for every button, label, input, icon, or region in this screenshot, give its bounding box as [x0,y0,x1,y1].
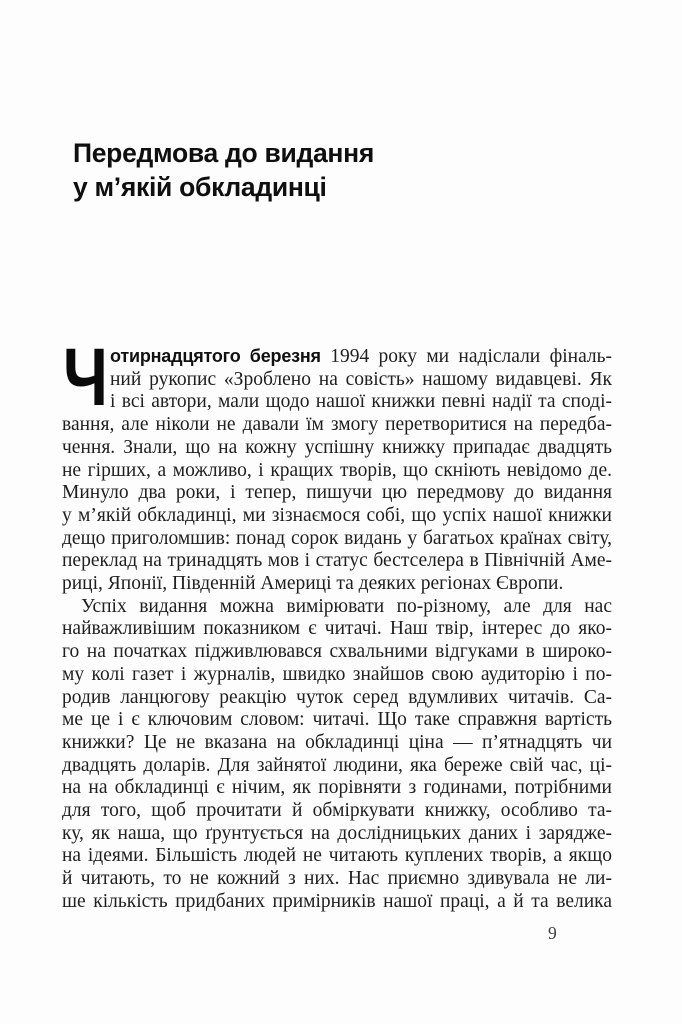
chapter-title [73,136,612,204]
text-block [62,0,612,914]
text-line: риці, Японії, Південній Америці та деяких регіонах Європи. [62,573,564,595]
text-line: книжки? Це не вказана на обкладинці ціна — п’ятнадцять чи [62,731,612,753]
text-line: переклад на тринадцять мов і статус бестселера в Північній Аме- [62,550,612,572]
text-line: ме це і є ключовим словом: читачі. Що таке справжня вартість [62,709,612,731]
text-line: у м’якій обкладинці, ми зізнаємося собі, що успіх нашої книжки [62,504,612,526]
text-line: родив ланцюгову реакцію чуток серед вдумливих читачів. Са- [62,686,612,708]
text-line: вання, але ніколи не давали їм змогу перетворитися на передба- [62,414,612,436]
text-line-rest: 1994 року ми надіслали фіналь- [330,346,613,367]
text-line: чення. Знали, що на кожну успішну книжку припадає двадцять [62,436,612,458]
text-line: двадцять доларів. Для зайнятої людини, яка береже свій час, ці- [62,754,612,776]
lead-in-phrase: отирнадцятого березня [110,346,321,366]
text-line: Успіх видання можна вимірювати по-різному, але для нас [81,595,612,617]
text-line: ку, як наша, що ґрунтується на дослідницьких даних і зарядже- [62,822,612,844]
text-line: і всі автори, мали щодо нашої книжки певні надії та споді- [110,391,612,413]
text-line: найважливішим показником є читачі. Наш твір, інтерес до яко- [62,618,612,640]
text-line: му колі газет і журналів, швидко знайшов свою аудиторію і по- [62,663,612,685]
text-line: не гірших, а можливо, і кращих творів, що скніють невідомо де. [62,459,612,481]
chapter-title-line: у м’якій обкладинці [73,172,327,202]
chapter-title-line: Передмова до видання [73,138,375,168]
text-line: на ідеями. Більшість людей не читають куплених творів, а якщо [62,845,612,867]
text-line: го на початках підживлювався схвальними відгуками в широко- [62,641,612,663]
text-line: ше кількість придбаних примірників нашої праці, а й та велика [62,890,612,912]
text-line: ний рукопис «Зроблено на совість» нашому видавцеві. Як [110,368,612,390]
body-text [62,332,613,914]
text-line: дещо приголомшив: понад сорок видань у багатьох країнах світу, [62,527,612,549]
text-line: на на обкладинці є нічим, як порівняти з годинами, потрібними [62,777,612,799]
text-line [62,345,612,369]
text-line: Минуло два роки, і тепер, пишучи цю передмову до видання [62,482,612,504]
text-line: для того, щоб прочитати й обміркувати книжку, особливо та- [62,800,612,822]
text-line: й читають, то не кожний з них. Нас приємно здивувала не ли- [62,868,612,890]
drop-cap: Ч [63,332,108,423]
page-number: 9 [548,923,557,943]
